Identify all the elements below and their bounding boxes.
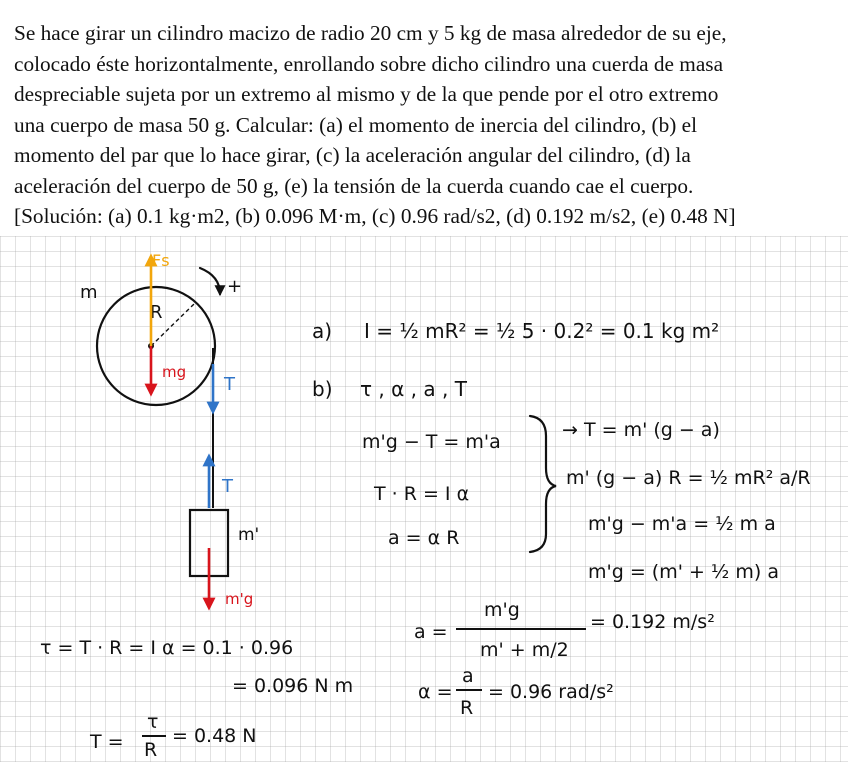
derivation-step-4: m'g = (m' + ½ m) a: [588, 561, 779, 583]
cylinder-weight-label: mg: [162, 363, 187, 381]
hanging-mass-label: m': [238, 525, 260, 545]
torque-equation: τ = T · R = I α = 0.1 · 0.96: [40, 637, 294, 659]
unknowns-list: τ , α , a , T: [360, 377, 467, 401]
derivation-step-3: m'g − m'a = ½ m a: [588, 513, 776, 535]
part-b-label: b): [312, 377, 333, 401]
angular-acceleration-result: = 0.96 rad/s²: [488, 681, 614, 703]
tension-denominator: R: [144, 739, 158, 761]
acceleration-numerator: m'g: [484, 599, 520, 621]
problem-line: aceleración del cuerpo de 50 g, (e) la tensión de la cuerda cuando cae el cuerpo.: [14, 173, 694, 198]
cylinder-mass-label: m: [80, 282, 98, 303]
acceleration-lhs: a =: [414, 621, 448, 643]
solution-line: [Solución: (a) 0.1 kg·m2, (b) 0.096 M·m, (c) 0.96 rad/s2, (d) 0.192 m/s2, (e) 0.48 N]: [14, 204, 736, 228]
problem-line: Se hace girar un cilindro macizo de radio 20 cm y 5 kg de masa alrededor de su eje,: [14, 21, 727, 45]
problem-line: una cuerpo de masa 50 g. Calcular: (a) el momento de inercia del cilindro, (b) el: [14, 112, 698, 137]
torque-result: = 0.096 N m: [232, 675, 354, 697]
tension-label-bottom: T: [222, 476, 233, 497]
tension-result: = 0.48 N: [172, 725, 257, 747]
problem-line: momento del par que lo hace girar, (c) la aceleración angular del cilindro, (d) la: [14, 143, 691, 167]
inertia-expression: I = ½ mR² = ½ 5 · 0.2² = 0.1 kg m²: [364, 319, 720, 343]
hanging-weight-label: m'g: [225, 590, 254, 608]
problem-statement: [14, 18, 836, 232]
part-a-label: a): [312, 319, 333, 343]
derivation-step-2: m' (g − a) R = ½ mR² a/R: [566, 467, 811, 489]
tension-lhs: T =: [90, 731, 124, 753]
equation-rotation: T · R = I α: [374, 483, 470, 505]
angular-acceleration-denominator: R: [460, 697, 474, 719]
radius-label: R: [150, 302, 163, 323]
equation-rolling: a = α R: [388, 527, 460, 549]
equation-translation: m'g − T = m'a: [362, 431, 501, 453]
tension-numerator: τ: [147, 711, 159, 733]
angular-acceleration-numerator: a: [462, 665, 474, 687]
system-brace: [530, 416, 556, 552]
derivation-step-1: → T = m' (g − a): [562, 419, 720, 441]
support-force-label: Fs: [152, 251, 170, 270]
acceleration-denominator: m' + m/2: [480, 639, 569, 661]
problem-line: despreciable sujeta por un extremo al mismo y de la que pende por el otro extremo: [14, 82, 719, 106]
tension-label-top: T: [224, 374, 235, 395]
acceleration-result: = 0.192 m/s²: [590, 611, 715, 633]
solution-drawing: [0, 236, 848, 762]
problem-line: colocado éste horizontalmente, enrollando sobre dicho cilindro una cuerda de masa: [14, 51, 724, 76]
rotation-direction-icon: [200, 268, 220, 294]
rotation-sign: +: [227, 276, 243, 297]
handwritten-solution-sheet: [0, 236, 848, 762]
angular-acceleration-lhs: α =: [418, 681, 453, 703]
